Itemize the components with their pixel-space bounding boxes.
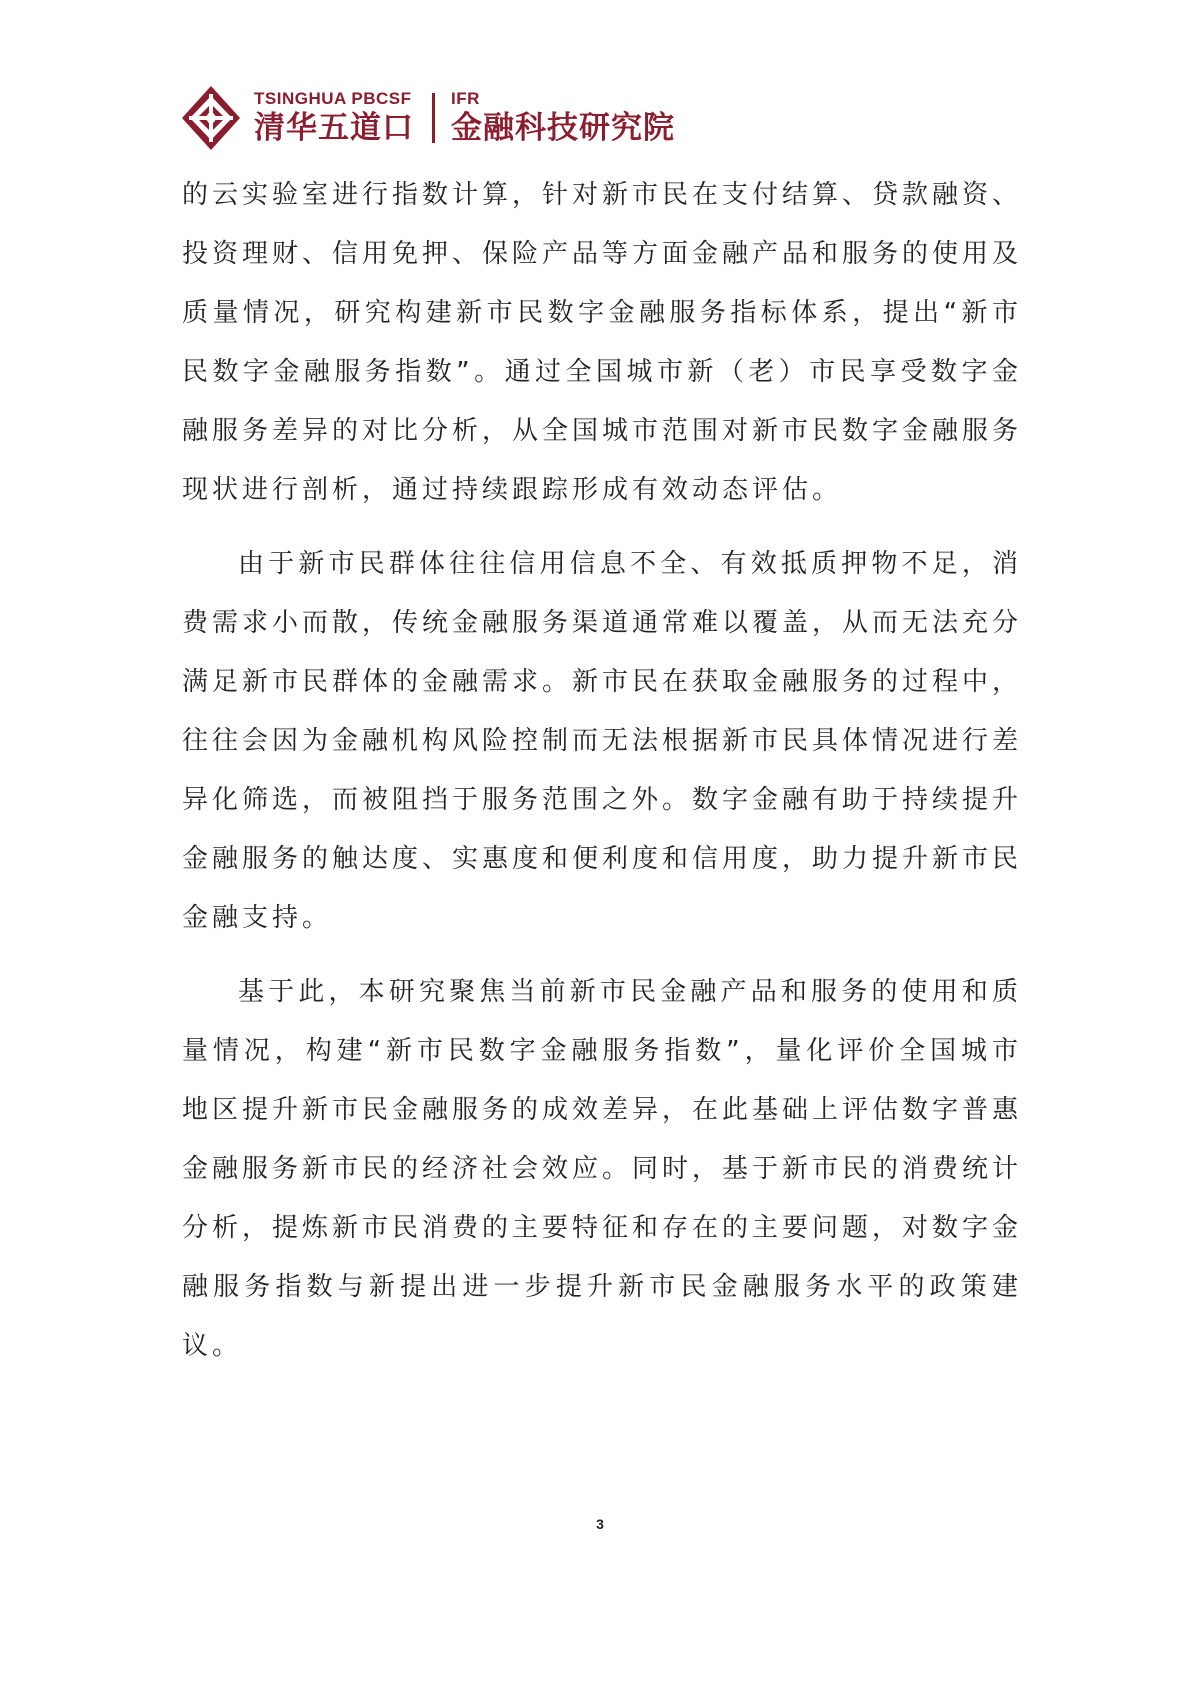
document-body	[182, 166, 1022, 1391]
header-divider	[432, 93, 435, 143]
brand-english-name: TSINGHUA PBCSF	[254, 89, 412, 108]
brand-chinese-name: 清华五道口	[254, 110, 414, 146]
institute-english-name: IFR	[451, 89, 480, 108]
body-paragraph-1: 的云实验室进行指数计算，针对新市民在支付结算、贷款融资、投资理财、信用免押、保险产品等方面金融产品和服务的使用及质量情况，研究构建新市民数字金融服务指标体系，提出“新市民数字金融服务指数”。通过全国城市新（老）市民享受数字金融服务差异的对比分析，从全国城市范围对新市民数字金融服务现状进行剖析，通过持续跟踪形成有效动态评估。	[182, 180, 1023, 505]
institute-block	[451, 84, 675, 152]
brand-block	[254, 84, 414, 152]
tsinghua-pbcsf-logo-icon	[180, 84, 242, 152]
page-number: 3	[596, 1516, 604, 1532]
page-header	[180, 84, 675, 152]
body-paragraph-2: 由于新市民群体往往信用信息不全、有效抵质押物不足，消费需求小而散，传统金融服务渠道通常难以覆盖，从而无法充分满足新市民群体的金融需求。新市民在获取金融服务的过程中，往往会因为金融机构风险控制而无法根据新市民具体情况进行差异化筛选，而被阻挡于服务范围之外。数字金融有助于持续提升金融服务的触达度、实惠度和便利度和信用度，助力提升新市民金融支持。	[182, 549, 1023, 933]
body-paragraph-3: 基于此，本研究聚焦当前新市民金融产品和服务的使用和质量情况，构建“新市民数字金融服务指数”，量化评价全国城市地区提升新市民金融服务的成效差异，在此基础上评估数字普惠金融服务新市民的经济社会效应。同时，基于新市民的消费统计分析，提炼新市民消费的主要特征和存在的主要问题，对数字金融服务指数与新提出进一步提升新市民金融服务水平的政策建议。	[182, 977, 1023, 1361]
institute-chinese-name: 金融科技研究院	[451, 110, 675, 146]
